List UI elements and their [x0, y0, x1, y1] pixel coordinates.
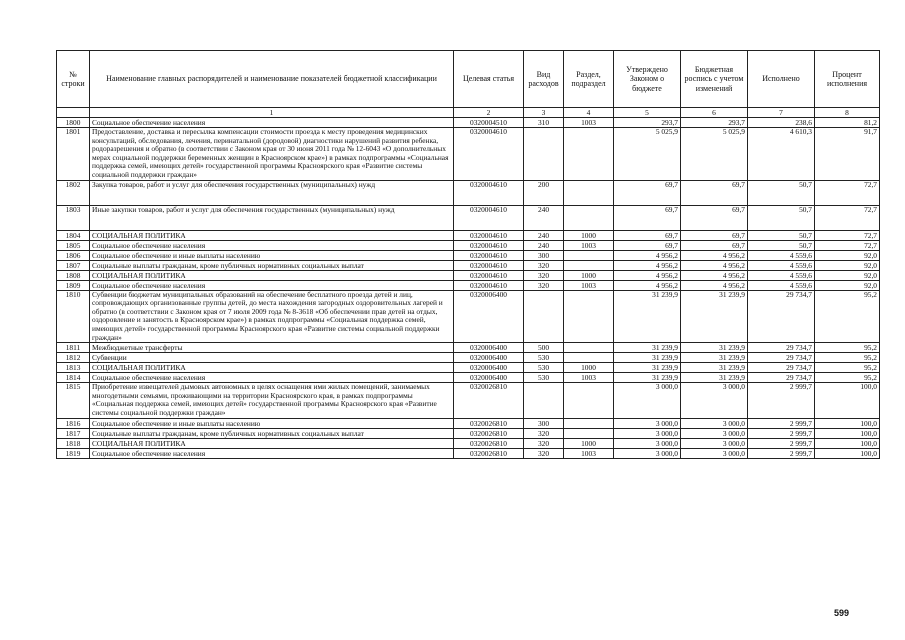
row-number: 1810 [57, 290, 90, 343]
row-target-article: 0320004610 [454, 260, 524, 270]
column-number: 1 [90, 108, 454, 118]
row-section: 1000 [564, 270, 614, 280]
row-approved: 4 956,2 [614, 280, 681, 290]
row-target-article: 0320006400 [454, 343, 524, 353]
row-roster: 4 956,2 [681, 270, 748, 280]
row-roster: 3 000,0 [681, 418, 748, 428]
row-number: 1813 [57, 363, 90, 373]
row-target-article: 0320004510 [454, 118, 524, 128]
row-name: Социальное обеспечение населения [90, 448, 454, 458]
row-expense-type: 320 [524, 428, 564, 438]
row-percent: 92,0 [815, 280, 880, 290]
row-percent: 95,2 [815, 363, 880, 373]
row-percent: 100,0 [815, 448, 880, 458]
row-section: 1000 [564, 363, 614, 373]
row-expense-type: 240 [524, 240, 564, 250]
row-section [564, 250, 614, 260]
row-approved: 4 956,2 [614, 270, 681, 280]
header-percent: Процент исполнения [815, 51, 880, 108]
row-section [564, 383, 614, 418]
table-row [57, 180, 880, 205]
row-number: 1800 [57, 118, 90, 128]
row-approved: 31 239,9 [614, 290, 681, 343]
row-section [564, 343, 614, 353]
table-row [57, 290, 880, 343]
row-expense-type: 320 [524, 438, 564, 448]
row-number: 1815 [57, 383, 90, 418]
row-roster: 3 000,0 [681, 383, 748, 418]
row-target-article: 0320004610 [454, 205, 524, 230]
row-approved: 31 239,9 [614, 373, 681, 383]
row-target-article: 0320006400 [454, 353, 524, 363]
table-row [57, 418, 880, 428]
table-row [57, 205, 880, 230]
row-approved: 3 000,0 [614, 438, 681, 448]
row-executed: 4 610,3 [748, 128, 815, 181]
table-row [57, 128, 880, 181]
row-target-article: 0320026810 [454, 428, 524, 438]
table-row [57, 428, 880, 438]
row-number: 1806 [57, 250, 90, 260]
row-approved: 4 956,2 [614, 260, 681, 270]
row-percent: 81,2 [815, 118, 880, 128]
row-executed: 2 999,7 [748, 438, 815, 448]
row-expense-type: 240 [524, 205, 564, 230]
row-section [564, 128, 614, 181]
row-section: 1003 [564, 373, 614, 383]
table-row [57, 383, 880, 418]
row-section: 1003 [564, 240, 614, 250]
row-percent: 72,7 [815, 180, 880, 205]
table-body [57, 118, 880, 459]
table-row [57, 373, 880, 383]
row-executed: 29 734,7 [748, 373, 815, 383]
row-section: 1003 [564, 448, 614, 458]
row-number: 1801 [57, 128, 90, 181]
column-number [57, 108, 90, 118]
row-target-article: 0320004610 [454, 250, 524, 260]
row-section [564, 418, 614, 428]
row-roster: 31 239,9 [681, 343, 748, 353]
row-name: Приобретение извещателей дымовых автономных в целях оснащения ими жилых помещений, занимаемых многодетными семьями, проживающими на территории Красноярского края, в рамках подпрограммы «Социальная поддержка семей, имеющих детей» государственной программы Красноярского края «Развитие системы социальной поддержки граждан» [90, 383, 454, 418]
row-number: 1808 [57, 270, 90, 280]
row-roster: 69,7 [681, 180, 748, 205]
row-roster: 69,7 [681, 205, 748, 230]
row-executed: 50,7 [748, 205, 815, 230]
row-approved: 31 239,9 [614, 343, 681, 353]
table-row [57, 250, 880, 260]
row-percent: 95,2 [815, 353, 880, 363]
row-section [564, 428, 614, 438]
row-percent: 100,0 [815, 428, 880, 438]
row-percent: 95,2 [815, 290, 880, 343]
column-number-row [57, 108, 880, 118]
table-row [57, 363, 880, 373]
column-number: 8 [815, 108, 880, 118]
row-expense-type: 320 [524, 448, 564, 458]
row-expense-type: 530 [524, 373, 564, 383]
header-row-number: № строки [57, 51, 90, 108]
row-expense-type: 530 [524, 353, 564, 363]
row-name: Социальные выплаты гражданам, кроме публичных нормативных социальных выплат [90, 260, 454, 270]
row-expense-type: 310 [524, 118, 564, 128]
row-number: 1818 [57, 438, 90, 448]
row-section: 1000 [564, 230, 614, 240]
row-roster: 31 239,9 [681, 373, 748, 383]
row-executed: 29 734,7 [748, 363, 815, 373]
row-approved: 3 000,0 [614, 428, 681, 438]
row-roster: 69,7 [681, 230, 748, 240]
row-section [564, 205, 614, 230]
row-name: СОЦИАЛЬНАЯ ПОЛИТИКА [90, 363, 454, 373]
row-roster: 3 000,0 [681, 438, 748, 448]
row-approved: 69,7 [614, 205, 681, 230]
row-name: Социальное обеспечение населения [90, 118, 454, 128]
row-number: 1811 [57, 343, 90, 353]
row-executed: 2 999,7 [748, 428, 815, 438]
header-approved: Утверждено Законом о бюджете [614, 51, 681, 108]
row-target-article: 0320026810 [454, 418, 524, 428]
row-number: 1803 [57, 205, 90, 230]
row-number: 1804 [57, 230, 90, 240]
header-section: Раздел, подраздел [564, 51, 614, 108]
row-name: Социальное обеспечение населения [90, 240, 454, 250]
row-target-article: 0320026810 [454, 383, 524, 418]
row-approved: 3 000,0 [614, 383, 681, 418]
row-approved: 31 239,9 [614, 363, 681, 373]
row-executed: 238,6 [748, 118, 815, 128]
row-roster: 31 239,9 [681, 290, 748, 343]
column-number: 6 [681, 108, 748, 118]
row-number: 1802 [57, 180, 90, 205]
row-number: 1812 [57, 353, 90, 363]
row-percent: 100,0 [815, 438, 880, 448]
table-row [57, 118, 880, 128]
header-expense-type: Вид расходов [524, 51, 564, 108]
header-budget-roster: Бюджетная роспись с учетом изменений [681, 51, 748, 108]
row-executed: 29 734,7 [748, 353, 815, 363]
row-target-article: 0320006400 [454, 290, 524, 343]
row-number: 1816 [57, 418, 90, 428]
row-roster: 5 025,9 [681, 128, 748, 181]
row-name: Социальное обеспечение и иные выплаты населению [90, 250, 454, 260]
row-name: Межбюджетные трансферты [90, 343, 454, 353]
row-expense-type: 240 [524, 230, 564, 240]
table-row [57, 230, 880, 240]
row-number: 1809 [57, 280, 90, 290]
row-percent: 72,7 [815, 240, 880, 250]
row-section: 1003 [564, 280, 614, 290]
row-expense-type: 300 [524, 418, 564, 428]
row-executed: 4 559,6 [748, 270, 815, 280]
row-number: 1814 [57, 373, 90, 383]
row-number: 1807 [57, 260, 90, 270]
header-executed: Исполнено [748, 51, 815, 108]
table-row [57, 438, 880, 448]
row-approved: 3 000,0 [614, 418, 681, 428]
row-name: Иные закупки товаров, работ и услуг для обеспечения государственных (муниципальных) нужд [90, 205, 454, 230]
table-header-row [57, 51, 880, 108]
row-expense-type: 320 [524, 280, 564, 290]
row-percent: 100,0 [815, 383, 880, 418]
row-name: Закупка товаров, работ и услуг для обеспечения государственных (муниципальных) нужд [90, 180, 454, 205]
row-number: 1817 [57, 428, 90, 438]
row-approved: 3 000,0 [614, 448, 681, 458]
row-target-article: 0320026810 [454, 438, 524, 448]
row-name: Предоставление, доставка и пересылка компенсации стоимости проезда к месту проведения медицинских консультаций, обследования, лечения, перинатальной (дородовой) диагностики нарушений развития ребенка, родоразрешения и обратно (в соответствии с Законом края от 30 июня 2011 года № 12-6043 «О дополнительных мерах социальной поддержки беременных женщин в Красноярском крае») в рамках подпрограммы «Социальная поддержка семей, имеющих детей» государственной программы Красноярского края «Развитие системы социальной поддержки граждан» [90, 128, 454, 181]
row-percent: 95,2 [815, 373, 880, 383]
row-approved: 5 025,9 [614, 128, 681, 181]
header-target-article: Целевая статья [454, 51, 524, 108]
budget-table [56, 50, 880, 459]
row-target-article: 0320026810 [454, 448, 524, 458]
row-name: Социальное обеспечение населения [90, 373, 454, 383]
row-expense-type [524, 128, 564, 181]
row-roster: 69,7 [681, 240, 748, 250]
header-name: Наименование главных распорядителей и наименование показателей бюджетной классификации [90, 51, 454, 108]
column-number: 4 [564, 108, 614, 118]
row-approved: 69,7 [614, 240, 681, 250]
row-name: Субвенции [90, 353, 454, 363]
row-number: 1805 [57, 240, 90, 250]
row-target-article: 0320006400 [454, 363, 524, 373]
budget-page [56, 50, 879, 459]
row-percent: 92,0 [815, 250, 880, 260]
row-expense-type: 530 [524, 363, 564, 373]
row-approved: 31 239,9 [614, 353, 681, 363]
row-roster: 3 000,0 [681, 428, 748, 438]
row-expense-type: 200 [524, 180, 564, 205]
row-executed: 50,7 [748, 240, 815, 250]
table-row [57, 270, 880, 280]
row-section [564, 180, 614, 205]
row-target-article: 0320004610 [454, 240, 524, 250]
row-executed: 50,7 [748, 180, 815, 205]
row-expense-type: 500 [524, 343, 564, 353]
column-number: 7 [748, 108, 815, 118]
table-row [57, 448, 880, 458]
row-approved: 69,7 [614, 180, 681, 205]
row-approved: 293,7 [614, 118, 681, 128]
table-row [57, 353, 880, 363]
row-percent: 92,0 [815, 270, 880, 280]
row-roster: 4 956,2 [681, 260, 748, 270]
row-approved: 4 956,2 [614, 250, 681, 260]
row-percent: 92,0 [815, 260, 880, 270]
row-section [564, 290, 614, 343]
row-executed: 50,7 [748, 230, 815, 240]
row-roster: 293,7 [681, 118, 748, 128]
row-target-article: 0320004610 [454, 230, 524, 240]
page-number: 599 [834, 608, 850, 618]
column-number: 5 [614, 108, 681, 118]
row-executed: 4 559,6 [748, 260, 815, 270]
table-row [57, 343, 880, 353]
row-section: 1000 [564, 438, 614, 448]
row-percent: 72,7 [815, 230, 880, 240]
row-target-article: 0320004610 [454, 270, 524, 280]
row-executed: 2 999,7 [748, 418, 815, 428]
row-expense-type: 300 [524, 250, 564, 260]
row-name: СОЦИАЛЬНАЯ ПОЛИТИКА [90, 438, 454, 448]
row-executed: 4 559,6 [748, 280, 815, 290]
row-executed: 4 559,6 [748, 250, 815, 260]
row-section: 1003 [564, 118, 614, 128]
row-expense-type: 320 [524, 270, 564, 280]
row-executed: 29 734,7 [748, 290, 815, 343]
row-executed: 2 999,7 [748, 383, 815, 418]
row-section [564, 260, 614, 270]
row-target-article: 0320004610 [454, 128, 524, 181]
row-name: СОЦИАЛЬНАЯ ПОЛИТИКА [90, 270, 454, 280]
table-row [57, 240, 880, 250]
row-name: Социальное обеспечение и иные выплаты населению [90, 418, 454, 428]
table-row [57, 280, 880, 290]
row-percent: 95,2 [815, 343, 880, 353]
row-percent: 91,7 [815, 128, 880, 181]
row-approved: 69,7 [614, 230, 681, 240]
row-target-article: 0320004610 [454, 180, 524, 205]
row-roster: 31 239,9 [681, 363, 748, 373]
row-name: СОЦИАЛЬНАЯ ПОЛИТИКА [90, 230, 454, 240]
row-roster: 4 956,2 [681, 250, 748, 260]
row-percent: 100,0 [815, 418, 880, 428]
row-roster: 3 000,0 [681, 448, 748, 458]
column-number: 2 [454, 108, 524, 118]
row-roster: 31 239,9 [681, 353, 748, 363]
row-expense-type: 320 [524, 260, 564, 270]
row-roster: 4 956,2 [681, 280, 748, 290]
column-number: 3 [524, 108, 564, 118]
row-target-article: 0320006400 [454, 373, 524, 383]
row-expense-type [524, 290, 564, 343]
row-executed: 2 999,7 [748, 448, 815, 458]
table-row [57, 260, 880, 270]
row-percent: 72,7 [815, 205, 880, 230]
row-name: Социальные выплаты гражданам, кроме публичных нормативных социальных выплат [90, 428, 454, 438]
row-target-article: 0320004610 [454, 280, 524, 290]
row-name: Субвенции бюджетам муниципальных образований на обеспечение бесплатного проезда детей и лиц, сопровождающих организованные группы детей, до места нахождения загородных оздоровительных лагерей и обратно (в соответствии с Законом края от 7 июля 2009 года № 8-3618 «Об обеспечении прав детей на отдых, оздоровление и занятость в Красноярском крае») в рамках подпрограммы «Социальная поддержка семей, имеющих детей» государственной программы Красноярского края «Развитие системы социальной поддержки граждан» [90, 290, 454, 343]
row-executed: 29 734,7 [748, 343, 815, 353]
row-section [564, 353, 614, 363]
row-expense-type [524, 383, 564, 418]
row-number: 1819 [57, 448, 90, 458]
row-name: Социальное обеспечение населения [90, 280, 454, 290]
